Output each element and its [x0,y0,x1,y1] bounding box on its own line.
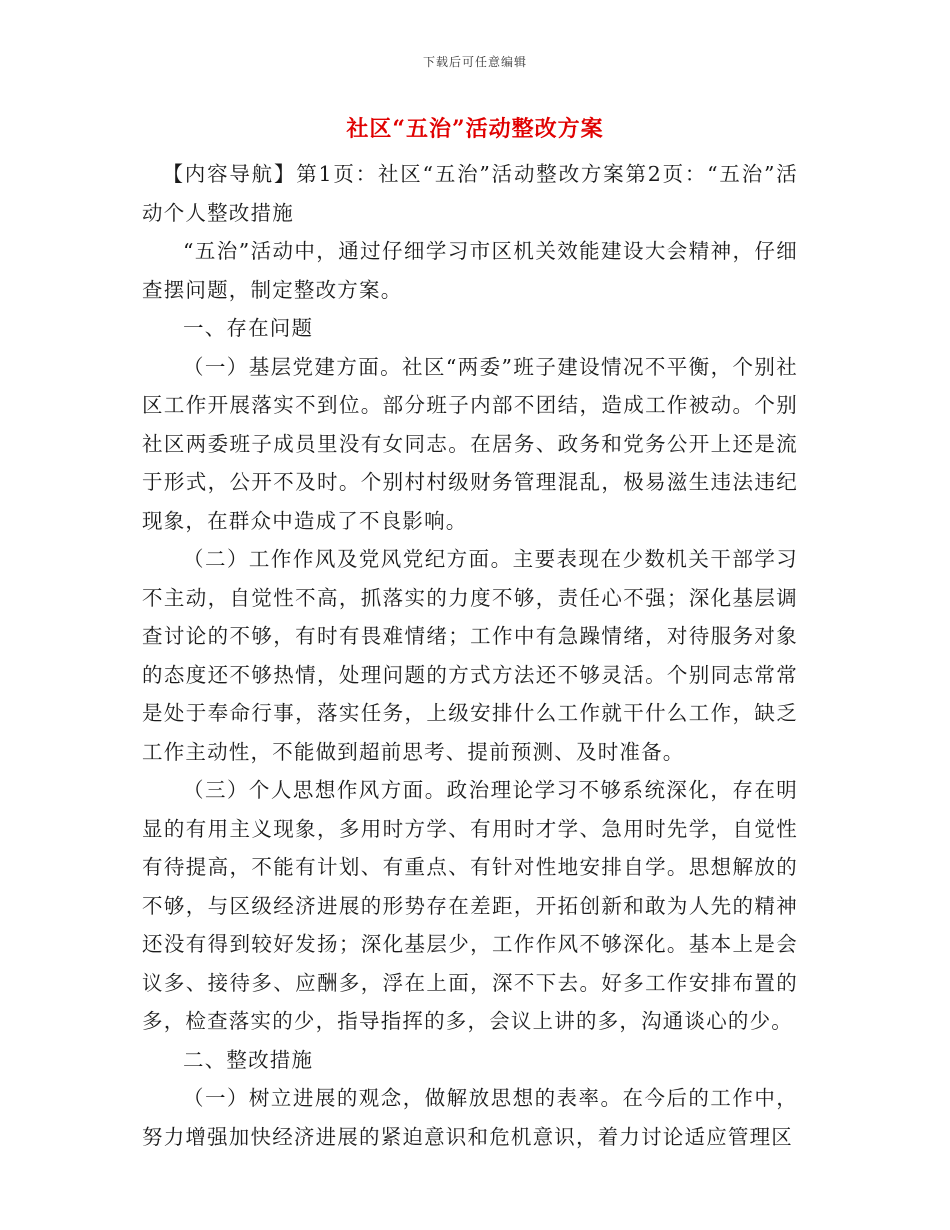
header-note: 下载后可任意编辑 [422,55,527,69]
document-body [142,155,798,1156]
problem-paragraph-party-building: （一）基层党建方面。社区“两委”班子建设情况不平衡，个别社区工作开展落实不到位。部分班子内部不团结，造成工作被动。个别社区两委班子成员里没有女同志。在居务、政务和党务公开上还是流于形式，公开不及时。个别村村级财务管理混乱，极易滋生违法违纪现象，在群众中造成了不良影响。 [142,354,798,533]
problem-paragraph-personal-thinking: （三）个人思想作风方面。政治理论学习不够系统深化，存在明显的有用主义现象，多用时方学、有用时才学、急用时先学，自觉性有待提高，不能有计划、有重点、有针对性地安排自学。思想解放的不够，与区级经济进展的形势存在差距，开拓创新和敢为人先的精神还没有得到较好发扬；深化基层少，工作作风不够深化。基本上是会议多、接待多、应酬多，浮在上面，深不下去。好多工作安排布置的多，检查落实的少，指导指挥的多，会议上讲的多，沟通谈心的少。 [142,778,798,1033]
problem-paragraph-work-style: （二）工作作风及党风党纪方面。主要表现在少数机关干部学习不主动，自觉性不高，抓落实的力度不够，责任心不强；深化基层调查讨论的不够，有时有畏难情绪；工作中有急躁情绪，对待服务对象的态度还不够热情，处理问题的方式方法还不够灵活。个别同志常常是处于奉命行事，落实任务，上级安排什么工作就干什么工作，缺乏工作主动性，不能做到超前思考、提前预测、及时准备。 [142,547,798,764]
intro-paragraph: “五治”活动中，通过仔细学习市区机关效能建设大会精神，仔细查摆问题，制定整改方案。 [142,239,798,302]
section-heading-problems: 一、存在问题 [183,316,314,340]
section-heading-measures: 二、整改措施 [183,1047,314,1072]
measure-paragraph-development: （一）树立进展的观念，做解放思想的表率。在今后的工作中，努力增强加快经济进展的紧迫意识和危机意识，着力讨论适应管理区 [142,1086,798,1149]
document-title: 社区“五治”活动整改方案 [346,116,604,142]
content-navigation-paragraph: 【内容导航】第1页：社区“五治”活动整改方案第2页：“五治”活动个人整改措施 [142,162,798,225]
